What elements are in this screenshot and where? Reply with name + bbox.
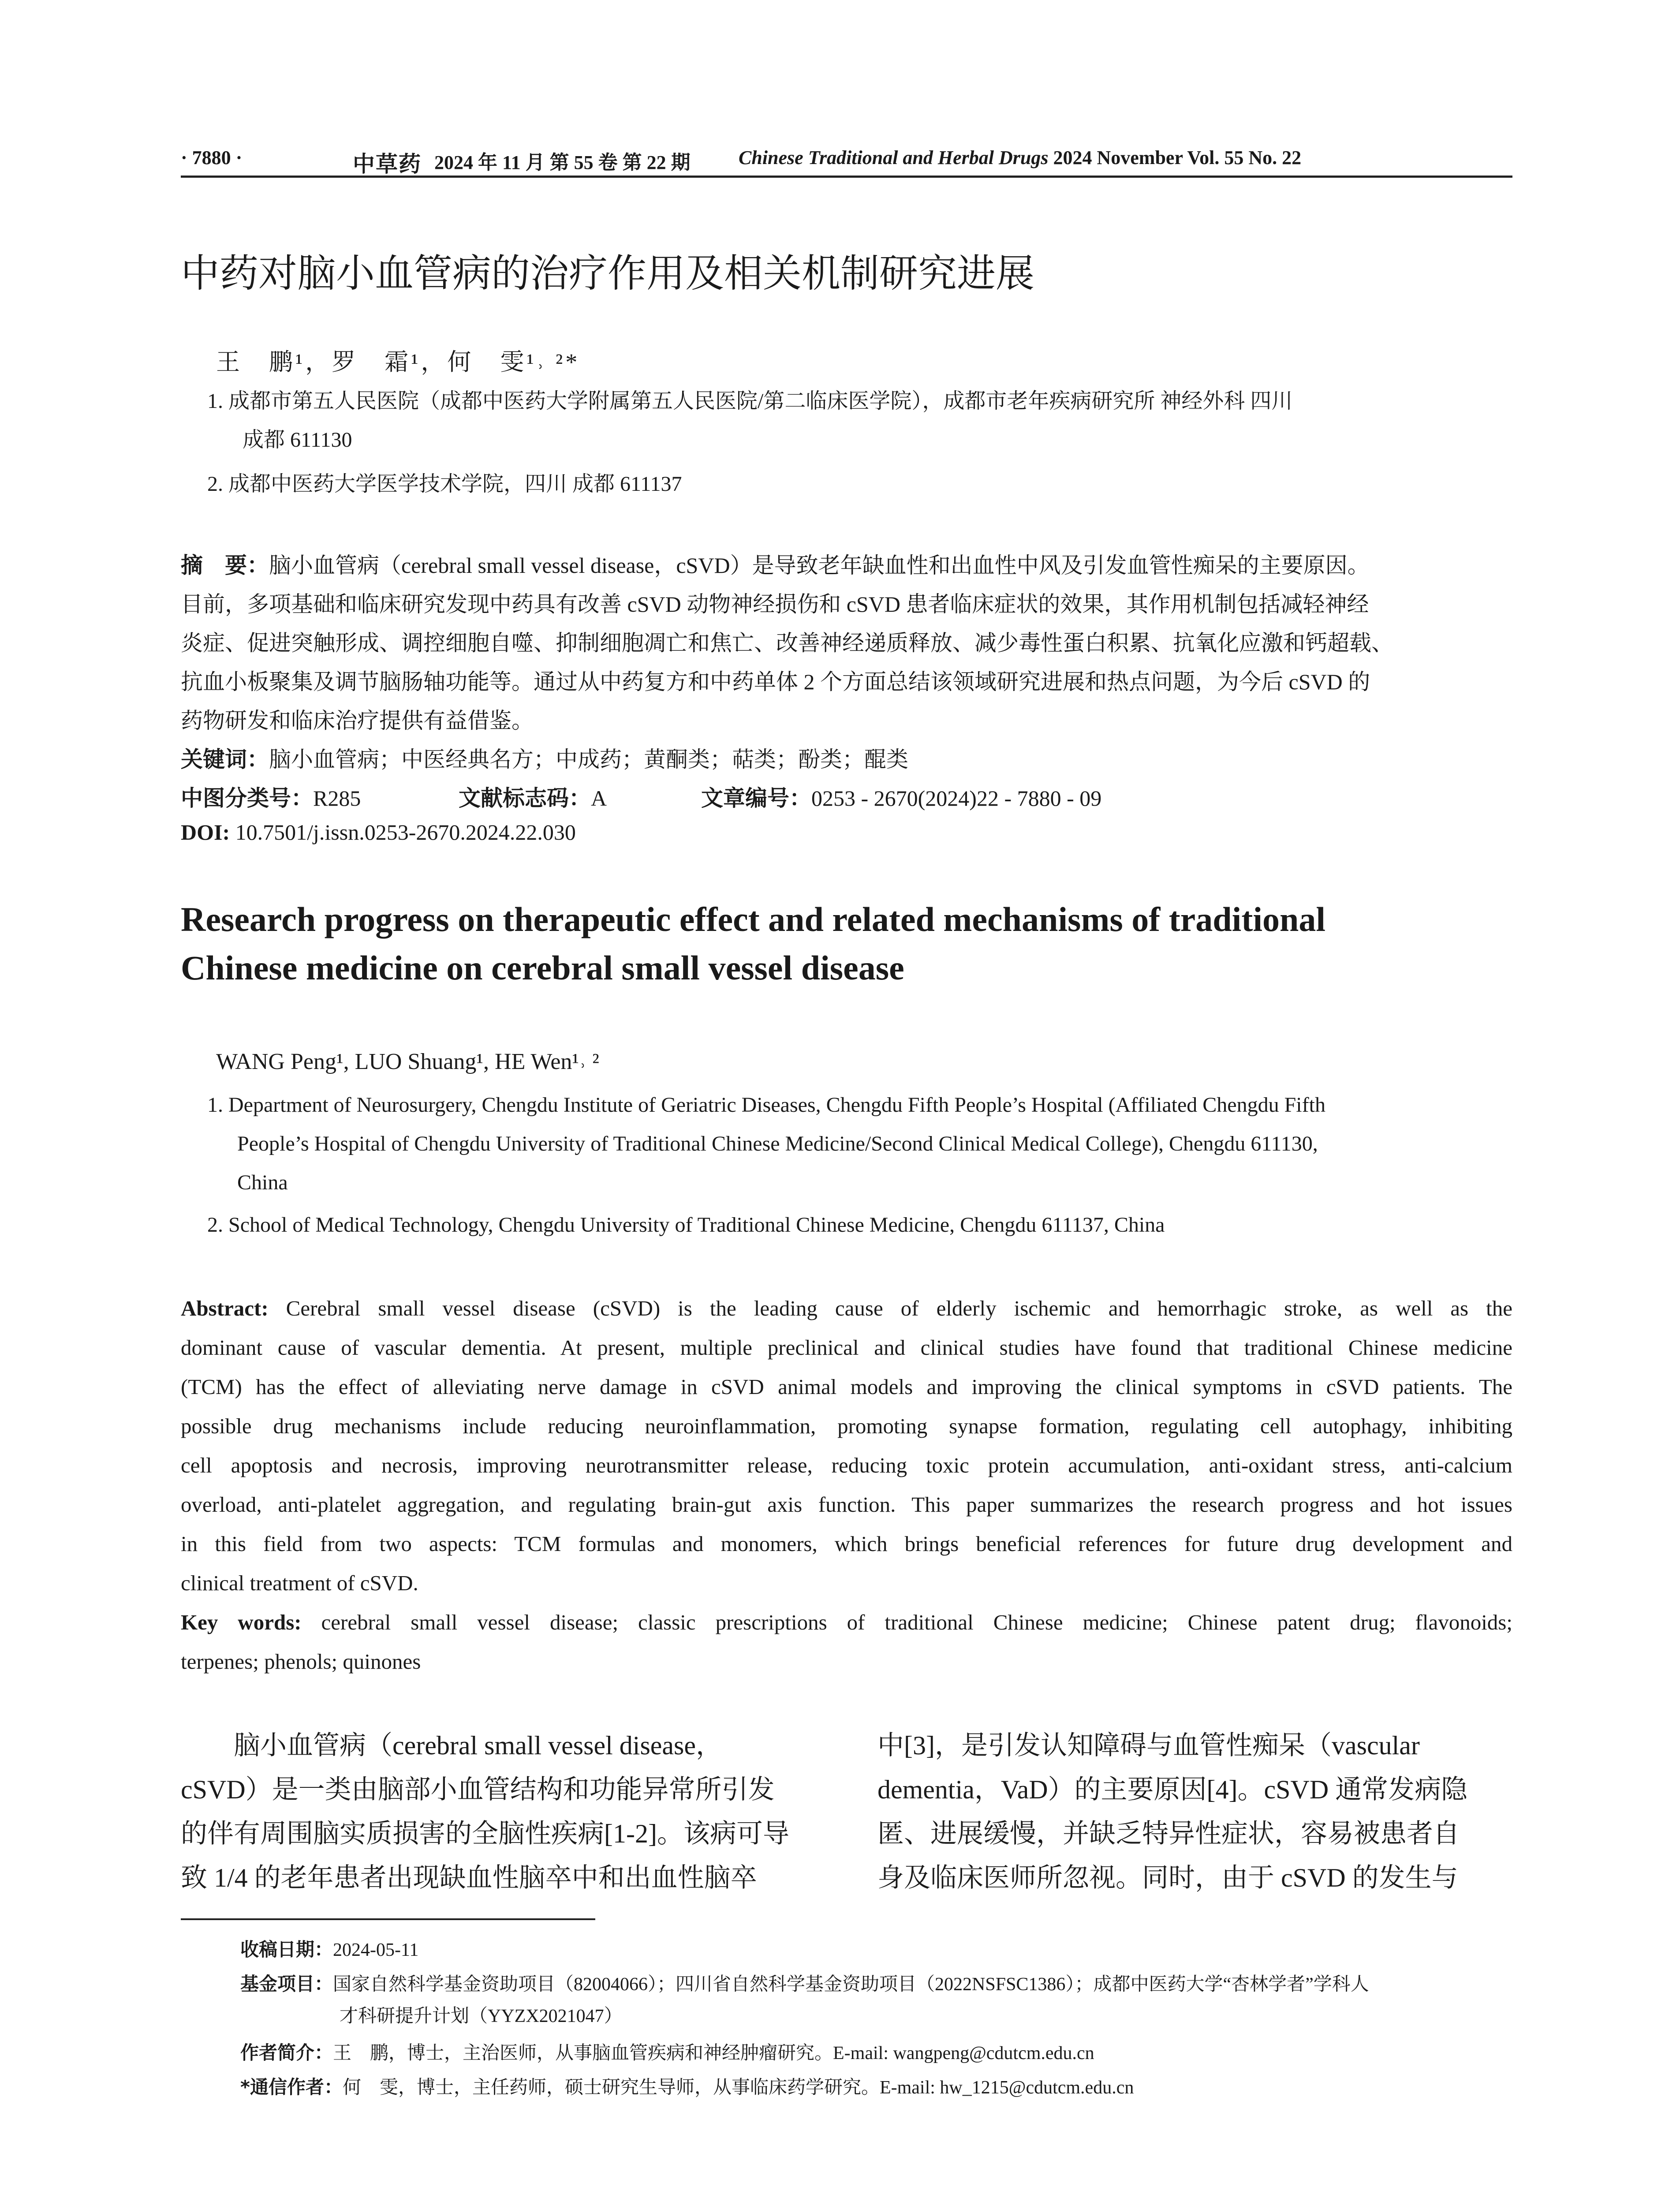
authors-cn: 王 鹏¹，罗 霜¹，何 雯¹˒ ²*: [216, 349, 580, 375]
abstract-en-label: Abstract:: [181, 1296, 269, 1320]
body-left-line-1: 脑小血管病（cerebral small vessel disease，: [181, 1731, 723, 1760]
received-date: 2024-05-11: [333, 1940, 419, 1960]
abstract-cn-line-5: 药物研发和临床治疗提供有益借鉴。: [181, 708, 534, 733]
doi-line: [181, 819, 576, 845]
doi-label: DOI:: [181, 820, 230, 845]
abstract-cn-text: 脑小血管病（cerebral small vessel disease，cSVD）是导致老年缺血性和出血性中风及引发血管性痴呆的主要原因。: [269, 553, 1370, 578]
article-number-line: [701, 781, 1101, 812]
authors-en: WANG Peng¹, LUO Shuang¹, HE Wen¹˒ ²: [216, 1049, 599, 1074]
footnote-received: [240, 1935, 418, 1962]
corresponding-label: *通信作者：: [240, 2076, 343, 2098]
abstract-en-line-8: clinical treatment of cSVD.: [181, 1571, 418, 1595]
doc-code-label: 文献标志码：: [459, 785, 591, 811]
page-number: · 7880 ·: [181, 147, 243, 168]
author-bio-text: 王 鹏，博士，主治医师，从事脑血管疾病和神经肿瘤研究。E-mail: wangpeng@cdutcm.edu.cn: [333, 2043, 1094, 2063]
abstract-en-line-1: [181, 1296, 1512, 1321]
article-title-en-line-1: Research progress on therapeutic effect and related mechanisms of traditional: [181, 900, 1326, 938]
affiliation-cn-1-cont: 成都 611130: [243, 428, 352, 452]
body-right-line-3: 匿、进展缓慢，并缺乏特异性症状，容易被患者自: [877, 1819, 1460, 1848]
abstract-cn-label: 摘 要：: [181, 553, 269, 578]
doc-code-value: A: [591, 786, 607, 811]
cls-label: 中图分类号：: [181, 785, 313, 811]
doi-value: 10.7501/j.issn.0253-2670.2024.22.030: [230, 820, 576, 845]
abstract-en-line-5: cell apoptosis and necrosis, improving neurotransmitter release, reducing toxic protein accumulation, anti-oxidant stress, anti-calcium: [181, 1453, 1512, 1477]
keywords-cn-label: 关键词：: [181, 747, 269, 772]
affiliation-en-1-cont2: China: [237, 1171, 288, 1194]
abstract-cn-line-3: 炎症、促进突触形成、调控细胞自噬、抑制细胞凋亡和焦亡、改善神经递质释放、减少毒性蛋白积累、抗氧化应激和钙超载、: [181, 631, 1393, 655]
body-left-line-2: cSVD）是一类由脑部小血管结构和功能异常所引发: [181, 1775, 775, 1804]
journal-logo-text: 中草药: [353, 152, 422, 176]
footnote-fund: [240, 1970, 1369, 1996]
footnote-corresponding: [240, 2073, 1134, 2099]
abstract-en-line-6: overload, anti-platelet aggregation, and regulating brain-gut axis function. This paper summarizes the research progress and hot issues: [181, 1492, 1512, 1517]
body-right-line-1: 中[3]，是引发认知障碍与血管性痴呆（vascular: [877, 1731, 1420, 1760]
affiliation-cn-2: 2. 成都中医药大学医学技术学院，四川 成都 611137: [207, 472, 682, 496]
affiliation-en-2: 2. School of Medical Technology, Chengdu University of Traditional Chinese Medicine, Chengdu 611137, China: [207, 1213, 1165, 1237]
running-header: [181, 140, 1512, 178]
footnote-author: [240, 2038, 1094, 2065]
keywords-cn-text: 脑小血管病；中医经典名方；中成药；黄酮类；萜类；酚类；醌类: [269, 747, 908, 772]
journal-issue-en: [739, 146, 1301, 169]
abstract-en-line-7: in this field from two aspects: TCM formulas and monomers, which brings beneficial references for future drug development and: [181, 1532, 1512, 1556]
keywords-en-label: Key words:: [181, 1610, 302, 1634]
received-label: 收稿日期：: [240, 1939, 333, 1960]
keywords-en-line-1: [181, 1610, 1512, 1635]
author-bio-label: 作者简介：: [240, 2042, 333, 2063]
keywords-cn: [181, 742, 908, 774]
affiliation-en-1: 1. Department of Neurosurgery, Chengdu Institute of Geriatric Diseases, Chengdu Fifth People’s Hospital (Affiliated Chengdu Fifth: [207, 1093, 1325, 1117]
abstract-en-text: Cerebral small vessel disease (cSVD) is the leading cause of elderly ischemic and hemorrhagic stroke, as well as the: [268, 1296, 1512, 1320]
footnote-divider: [181, 1918, 595, 1920]
abstract-cn-line-4: 抗血小板聚集及调节脑肠轴功能等。通过从中药复方和中药单体 2 个方面总结该领域研究进展和热点问题，为今后 cSVD 的: [181, 669, 1370, 694]
article-title-cn: 中药对脑小血管病的治疗作用及相关机制研究进展: [181, 250, 1035, 296]
abstract-en-line-3: (TCM) has the effect of alleviating nerve damage in cSVD animal models and improving the clinical symptoms in cSVD patients. The: [181, 1375, 1512, 1399]
cls-value: R285: [313, 786, 361, 811]
abstract-en-line-2: dominant cause of vascular dementia. At present, multiple preclinical and clinical studies have found that traditional Chinese medicine: [181, 1335, 1512, 1360]
affiliation-en-1-cont: People’s Hospital of Chengdu University of Traditional Chinese Medicine/Second Clinical Medical College), Chengdu 611130,: [237, 1132, 1318, 1155]
journal-volume-en: 2024 November Vol. 55 No. 22: [1048, 147, 1302, 168]
footnote-fund-cont: 才科研提升计划（YYZX2021047）: [340, 2006, 623, 2026]
fund-label: 基金项目：: [240, 1973, 333, 1995]
article-title-en-line-2: Chinese medicine on cerebral small vessel disease: [181, 949, 904, 987]
abstract-cn-line-2: 目前，多项基础和临床研究发现中药具有改善 cSVD 动物神经损伤和 cSVD 患者临床症状的效果，其作用机制包括减轻神经: [181, 592, 1369, 617]
affiliation-cn-1: 1. 成都市第五人民医院（成都中医药大学附属第五人民医院/第二临床医学院），成都市老年疾病研究所 神经外科 四川: [207, 389, 1293, 413]
journal-name-en: Chinese Traditional and Herbal Drugs: [739, 147, 1049, 168]
body-left-line-3: 的伴有周围脑实质损害的全脑性疾病[1-2]。该病可导: [181, 1819, 789, 1848]
journal-issue-cn: 2024 年 11 月 第 55 卷 第 22 期: [434, 152, 691, 173]
article-number-value: 0253 - 2670(2024)22 - 7880 - 09: [811, 786, 1102, 811]
classification-line: [181, 781, 361, 812]
article-number-label: 文章编号：: [701, 785, 811, 811]
abstract-en-line-4: possible drug mechanisms include reducing neuroinflammation, promoting synapse formation, regulating cell autophagy, inhibiting: [181, 1414, 1512, 1438]
body-left-line-4: 致 1/4 的老年患者出现缺血性脑卒中和出血性脑卒: [181, 1863, 757, 1892]
keywords-en-line-2: terpenes; phenols; quinones: [181, 1649, 421, 1674]
abstract-cn-line-1: [181, 548, 1370, 579]
corresponding-text: 何 雯，博士，主任药师，硕士研究生导师，从事临床药学研究。E-mail: hw_1215@cdutcm.edu.cn: [342, 2078, 1134, 2098]
keywords-en-text: cerebral small vessel disease; classic prescriptions of traditional Chinese medicine; Chinese patent drug; flavonoids;: [301, 1610, 1512, 1634]
doc-code-line: [459, 781, 607, 812]
body-right-line-2: dementia，VaD）的主要原因[4]。cSVD 通常发病隐: [877, 1775, 1468, 1804]
body-right-line-4: 身及临床医师所忽视。同时，由于 cSVD 的发生与: [877, 1863, 1458, 1892]
fund-text: 国家自然科学基金资助项目（82004066）；四川省自然科学基金资助项目（2022NSFSC1386）；成都中医药大学“杏林学者”学科人: [333, 1974, 1369, 1995]
